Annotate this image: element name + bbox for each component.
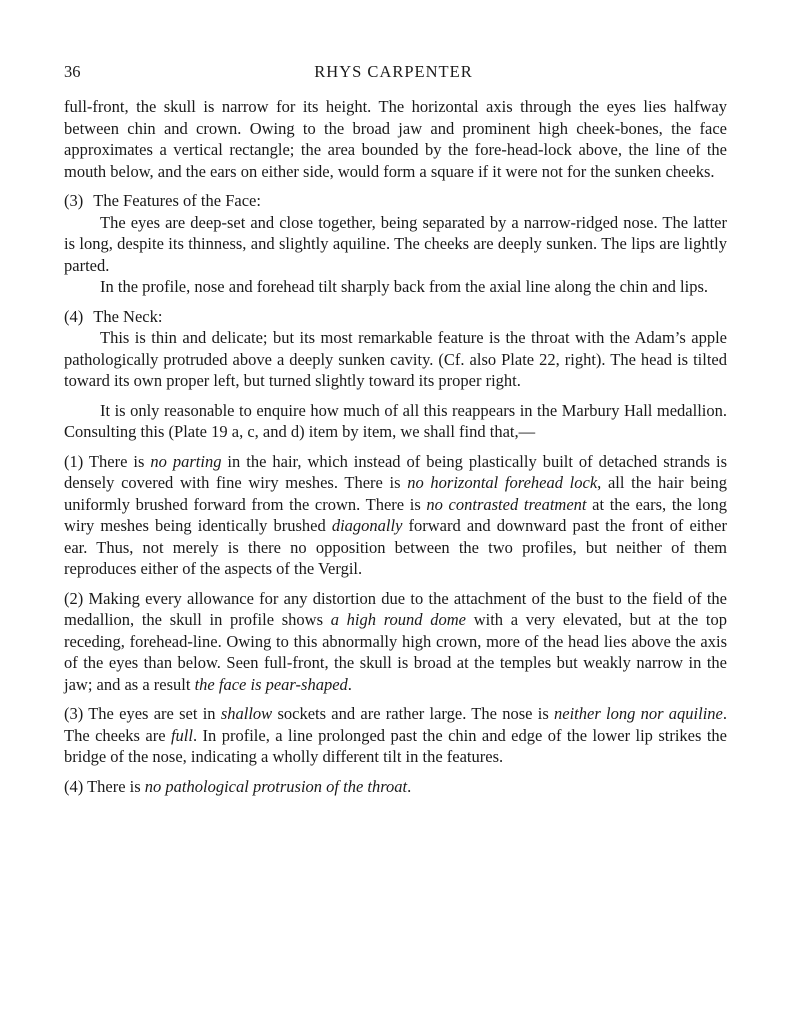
paragraph-eyes: The eyes are deep-set and close together, being separated by a narrow-ridged nose. The latter is long, despite its thinness, and slightly aquiline. The cheeks are deeply sunken. The lips are lightly parted. (64, 212, 727, 275)
section-heading-features (64, 190, 727, 212)
running-head (64, 61, 723, 83)
italic-run: no pathological protrusion of the throat (144, 776, 408, 796)
text-run: (3) The eyes are set in (64, 704, 221, 723)
text-run: (4) There is (64, 776, 145, 796)
heading-title: The Neck: (93, 306, 163, 326)
paragraph-neck: This is thin and delicate; but its most remarkable feature is the throat with the Adam’s apple pathologically protruded above a deeply sunken cavity. (Cf. also Plate 22, right). The head is tilted toward its own proper left, but turned slightly toward its proper right. (64, 328, 727, 390)
paragraph-continuation: full-front, the skull is narrow for its height. The horizontal axis through the eyes lies halfway between chin and crown. Owing to the broad jaw and prominent high cheek-bones, the face approximates a vertical rectangle; the area bounded by the fore-head-lock above, the line of the mouth below, and the ears on either side, would form a square if it were not for the sunken cheeks. (64, 97, 727, 181)
text-run: . (407, 776, 412, 796)
text-run: in the hair, which instead of being plastically built of detached strands is densely covered with fine wiry meshes. There is (64, 451, 727, 492)
body-text (64, 96, 727, 797)
italic-run: full (170, 725, 193, 745)
item-throat (64, 776, 727, 798)
italic-run: no horizontal forehead lock (407, 473, 598, 492)
heading-title: The Features of the Face: (93, 191, 261, 210)
text-run: with a very elevated, but at the top receding, forehead-line. Owing to this abnormally high crown, more of the head lies above the axis of the eyes than below. Seen full-front, the skull is broad at the temples but weakly narrow in the jaw; and as a result (64, 610, 727, 694)
page-number: 36 (64, 62, 81, 81)
text-run: . The cheeks are (64, 704, 728, 745)
heading-number: (3) (64, 191, 84, 210)
running-title: RHYS CARPENTER (314, 62, 473, 81)
italic-run: diagonally (331, 516, 403, 535)
italic-run: the face is pear-shaped (194, 674, 348, 694)
text-run: (1) There is (64, 451, 151, 471)
italic-run: shallow (220, 704, 273, 723)
heading-number: (4) (64, 306, 84, 326)
paragraph-profile: In the profile, nose and forehead tilt sharply back from the axial line along the chin and lips. (100, 277, 709, 296)
text-run: at the ears, the long wiry meshes being identically brushed (64, 494, 727, 535)
item-eyes (64, 703, 727, 768)
paragraph-enquire: It is only reasonable to enquire how much of all this reappears in the Marbury Hall medallion. Consulting this (Plate 19 a, c, and d) item by item, we shall find that,— (64, 400, 727, 441)
item-hair (64, 451, 727, 580)
text-run: sockets and are rather large. The nose is (272, 704, 555, 723)
text-run: (2) Making every allowance for any distortion due to the attachment of the bust to the field of the medallion, the skull in profile shows (64, 588, 727, 629)
italic-run: a high round dome (330, 610, 466, 629)
text-run: . (347, 674, 352, 694)
italic-run: no contrasted treatment (426, 494, 587, 514)
italic-run: no parting (150, 451, 222, 471)
italic-run: neither long nor aquiline (554, 704, 723, 723)
section-heading-neck (64, 306, 727, 328)
item-skull (64, 588, 727, 696)
text-run: , all the hair being uniformly brushed forward from the crown. There is (64, 473, 727, 514)
text-run: . In profile, a line prolonged past the chin and edge of the lower lip strikes the bridge of the nose, indicating a wholly different tilt in the features. (64, 725, 727, 766)
text-run: forward and downward past the front of either ear. Thus, not merely is there no opposition between the two profiles, but neither of them reproduces either of the aspects of the Vergil. (64, 516, 728, 578)
